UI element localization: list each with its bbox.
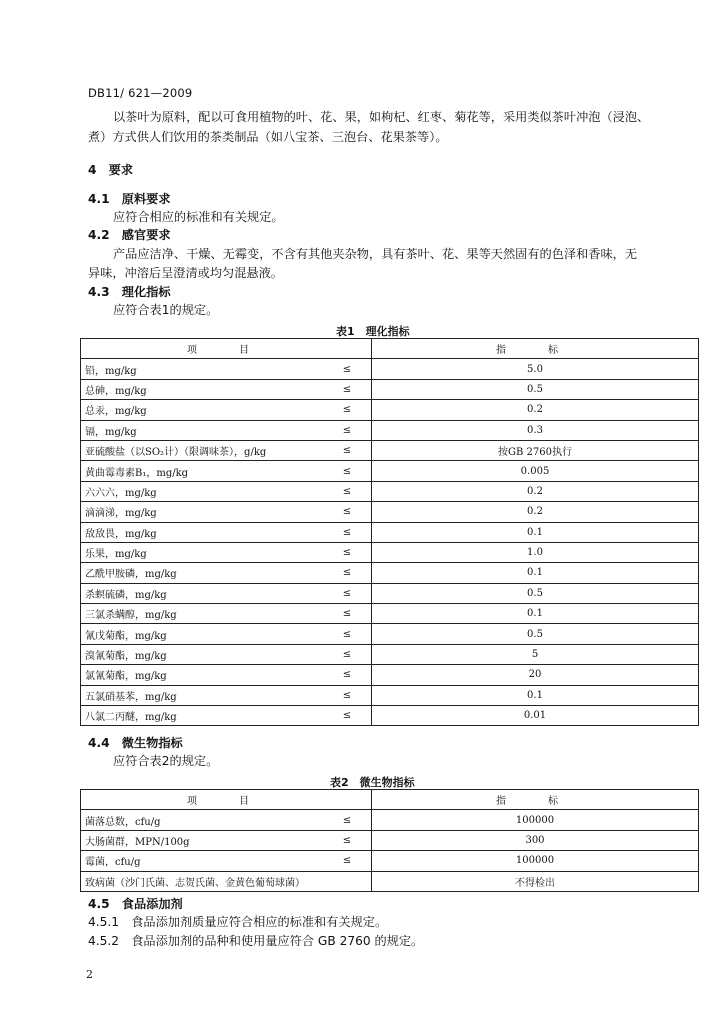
section-4-3-text: 应符合表1的规定。: [113, 303, 219, 317]
table-cell-item: 五氯硝基苯，mg/kg: [81, 685, 324, 705]
microbiological-table: [80, 789, 699, 892]
section-4-heading: 4 要求: [88, 163, 134, 177]
table-header-item: 项 目: [81, 339, 372, 359]
table-row: [81, 624, 699, 644]
table-cell-value: 0.2: [372, 481, 699, 501]
section-4-4-heading: 4.4 微生物指标: [88, 736, 183, 750]
table-cell-operator: ≤: [323, 563, 372, 583]
table-cell-operator: [323, 871, 372, 891]
table-cell-item: 杀螟硫磷，mg/kg: [81, 583, 324, 603]
table-cell-operator: ≤: [323, 481, 372, 501]
table-cell-item: 乙酰甲胺磷，mg/kg: [81, 563, 324, 583]
table-cell-value: 0.1: [372, 522, 699, 542]
table-cell-item: 八氯二丙醚，mg/kg: [81, 706, 324, 726]
table-row: [81, 830, 699, 850]
section-4-2-heading: 4.2 感官要求: [88, 228, 171, 242]
table-cell-operator: ≤: [323, 644, 372, 664]
table-cell-value: 5: [372, 644, 699, 664]
table-header-value: 指 标: [372, 790, 699, 810]
table-row: [81, 871, 699, 891]
table-cell-value: 0.5: [372, 379, 699, 399]
table-cell-value: 100000: [372, 810, 699, 830]
table-cell-value: 0.01: [372, 706, 699, 726]
section-4-1-text: 应符合相应的标准和有关规定。: [113, 210, 284, 224]
table-row: [81, 685, 699, 705]
table-cell-value: 0.5: [372, 624, 699, 644]
table-cell-value: 0.1: [372, 563, 699, 583]
table-cell-operator: ≤: [323, 665, 372, 685]
table-cell-value: 0.2: [372, 502, 699, 522]
table-cell-operator: ≤: [323, 440, 372, 460]
table-cell-item: 黄曲霉毒素B₁，mg/kg: [81, 461, 324, 481]
table-cell-value: 300: [372, 830, 699, 850]
table-cell-item: 六六六，mg/kg: [81, 481, 324, 501]
table-cell-operator: ≤: [323, 830, 372, 850]
table-cell-value: 1.0: [372, 542, 699, 562]
section-4-5-2-text: 4.5.2 食品添加剂的品种和使用量应符合 GB 2760 的规定。: [88, 934, 424, 948]
table-cell-item: 氯氰菊酯，mg/kg: [81, 665, 324, 685]
table-cell-item: 乐果，mg/kg: [81, 542, 324, 562]
table-cell-item: 大肠菌群，MPN/100g: [81, 830, 324, 850]
table-row: [81, 810, 699, 830]
table-cell-value: 0.1: [372, 685, 699, 705]
table-cell-value: 0.2: [372, 400, 699, 420]
table-cell-item: 铅，mg/kg: [81, 359, 324, 379]
table-cell-item: 致病菌（沙门氏菌、志贺氏菌、金黄色葡萄球菌）: [81, 871, 324, 891]
table-row: [81, 604, 699, 624]
table-cell-operator: ≤: [323, 400, 372, 420]
table-cell-value: 20: [372, 665, 699, 685]
table-row: [81, 420, 699, 440]
table-row: [81, 359, 699, 379]
table-row: [81, 400, 699, 420]
section-4-3-heading: 4.3 理化指标: [88, 285, 171, 299]
table-cell-item: 氰戊菊酯，mg/kg: [81, 624, 324, 644]
intro-paragraph: 以茶叶为原料，配以可食用植物的叶、花、果，如枸杞、红枣、菊花等，采用类似茶叶冲泡（浸泡、煮）方式供人们饮用的茶类制品（如八宝茶、三泡台、花果茶等）。: [88, 110, 650, 144]
section-4-1-heading: 4.1 原料要求: [88, 192, 171, 206]
table-header-item: 项 目: [81, 790, 372, 810]
table-cell-operator: ≤: [323, 583, 372, 603]
table-header-row: [81, 339, 699, 359]
table-cell-operator: ≤: [323, 420, 372, 440]
table-row: [81, 706, 699, 726]
section-4-4-text: 应符合表2的规定。: [113, 754, 219, 768]
table-cell-value: 不得检出: [372, 871, 699, 891]
section-4-5-heading: 4.5 食品添加剂: [88, 897, 183, 911]
section-4-2-text-line1: 产品应洁净、干燥、无霉变，不含有其他夹杂物，具有茶叶、花、果等天然固有的色泽和香味，无: [113, 247, 638, 261]
table-cell-item: 滴滴涕，mg/kg: [81, 502, 324, 522]
table-cell-operator: ≤: [323, 604, 372, 624]
table-row: [81, 522, 699, 542]
table-cell-value: 5.0: [372, 359, 699, 379]
table-cell-item: 菌落总数，cfu/g: [81, 810, 324, 830]
table-cell-value: 0.3: [372, 420, 699, 440]
table-cell-value: 0.005: [372, 461, 699, 481]
table-cell-value: 0.5: [372, 583, 699, 603]
table-row: [81, 440, 699, 460]
table-cell-operator: ≤: [323, 706, 372, 726]
table-cell-operator: ≤: [323, 624, 372, 644]
table-cell-item: 总砷，mg/kg: [81, 379, 324, 399]
table-cell-item: 三氯杀螨醇，mg/kg: [81, 604, 324, 624]
table-cell-item: 溴氰菊酯，mg/kg: [81, 644, 324, 664]
table-row: [81, 379, 699, 399]
table-header-value: 指 标: [372, 339, 699, 359]
table-cell-operator: ≤: [323, 522, 372, 542]
table-cell-operator: ≤: [323, 502, 372, 522]
table-cell-item: 镉，mg/kg: [81, 420, 324, 440]
table-row: [81, 542, 699, 562]
page-number: 2: [86, 968, 93, 981]
table-cell-operator: ≤: [323, 685, 372, 705]
table-cell-operator: ≤: [323, 379, 372, 399]
table-header-row: [81, 790, 699, 810]
table-cell-operator: ≤: [323, 851, 372, 871]
table-row: [81, 665, 699, 685]
table-cell-item: 总汞，mg/kg: [81, 400, 324, 420]
table-cell-operator: ≤: [323, 359, 372, 379]
document-code-header: DB11/ 621—2009: [88, 86, 193, 100]
table-row: [81, 461, 699, 481]
table-row: [81, 481, 699, 501]
table-cell-item: 霉菌，cfu/g: [81, 851, 324, 871]
section-4-2-text-line2: 异味，冲溶后呈澄清或均匀混悬液。: [88, 266, 283, 280]
table-cell-operator: ≤: [323, 542, 372, 562]
table-row: [81, 851, 699, 871]
table2-caption: 表2 微生物指标: [330, 776, 415, 789]
table-cell-value: 按GB 2760执行: [372, 440, 699, 460]
table-cell-value: 0.1: [372, 604, 699, 624]
table-row: [81, 502, 699, 522]
table-row: [81, 563, 699, 583]
table-cell-operator: ≤: [323, 461, 372, 481]
table-cell-item: 亚硫酸盐（以SO₂计）（限调味茶），g/kg: [81, 440, 324, 460]
table-cell-operator: ≤: [323, 810, 372, 830]
table1-caption: 表1 理化指标: [336, 325, 410, 338]
table-cell-item: 敌敌畏，mg/kg: [81, 522, 324, 542]
section-4-5-1-text: 4.5.1 食品添加剂质量应符合相应的标准和有关规定。: [88, 915, 388, 929]
table-row: [81, 583, 699, 603]
physicochemical-table: [80, 338, 699, 726]
table-cell-value: 100000: [372, 851, 699, 871]
table-row: [81, 644, 699, 664]
